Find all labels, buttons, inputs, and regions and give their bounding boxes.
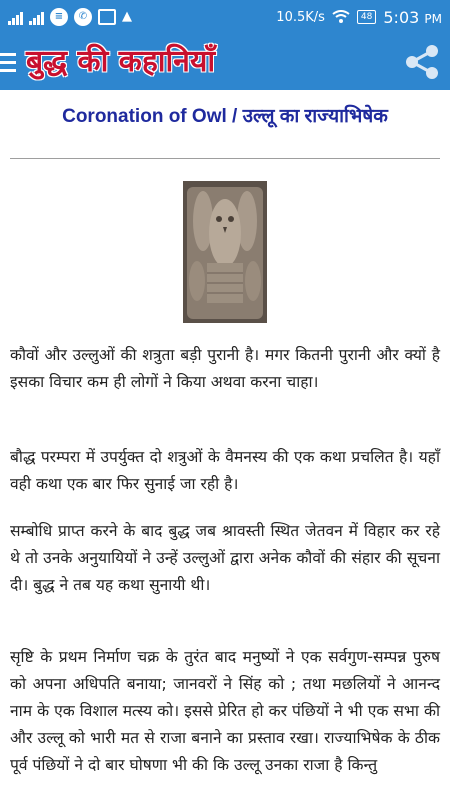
- status-left: [8, 6, 132, 28]
- signal-icon: [8, 9, 23, 25]
- app-notification-icon: ▲: [122, 9, 132, 24]
- paragraph: सम्बोधि प्राप्त करने के बाद बुद्ध जब श्रावस्ती स्थित जेतवन में विहार कर रहे थे तो उनके अनुयायियों ने उन्हें उल्लुओं द्वारा अनेक कौवों की संहार की सूचना दी। बुद्ध ने तब यह कथा सुनायी थी।: [10, 522, 440, 594]
- article-title: Coronation of Owl / उल्लू का राज्याभिषेक: [62, 106, 388, 127]
- clock: [383, 8, 442, 27]
- paragraph: बौद्ध परम्परा में उपर्युक्त दो शत्रुओं के वैमनस्य की एक कथा प्रचलित है। यहाँ वही कथा एक बार फिर सुनाई जा रही है।: [10, 448, 440, 493]
- app-title: बुद्ध की कहानियाँ: [26, 44, 216, 79]
- app-bar: [0, 34, 450, 90]
- stone-relief-image: [183, 181, 267, 323]
- hamburger-menu-icon[interactable]: [0, 46, 18, 78]
- divider: [10, 158, 440, 159]
- whatsapp-icon: ✆: [74, 8, 92, 26]
- signal-icon: [29, 9, 44, 25]
- paragraph: कौवों और उल्लुओं की शत्रुता बड़ी पुरानी है। मगर कितनी पुरानी और क्यों है इसका विचार कम ही लोगों ने किया अथवा करना चाहा।: [10, 346, 440, 391]
- status-right: [276, 6, 442, 28]
- article-content[interactable]: [0, 90, 450, 800]
- message-icon: ≡: [50, 8, 68, 26]
- gallery-icon: [98, 9, 116, 25]
- wifi-icon: [332, 10, 350, 24]
- paragraph: सृष्टि के प्रथम निर्माण चक्र के तुरंत बाद मनुष्यों ने एक सर्वगुण-सम्पन्न पुरुष को अपना अधिपति बनाया; जानवरों ने सिंह को ; तथा मछलियों ने आनन्द नाम के एक विशाल मत्स्य को। इससे प्रेरित हो कर पंछियों ने भी एक सभा की और उल्लू को भारी मत से राजा बनाने का प्रस्ताव रखा। राज्याभिषेक के ठीक पूर्व पंछियों ने दो बार घोषणा भी की कि उल्लू उनका राजा है किन्तु: [10, 648, 440, 774]
- network-speed: 10.5K/s: [276, 9, 325, 25]
- share-icon: [400, 40, 444, 84]
- clock-time: 5:03: [383, 7, 420, 27]
- battery-icon: 48: [357, 10, 376, 24]
- clock-suffix: PM: [424, 11, 442, 26]
- share-button[interactable]: [400, 40, 444, 84]
- status-bar: [0, 0, 450, 34]
